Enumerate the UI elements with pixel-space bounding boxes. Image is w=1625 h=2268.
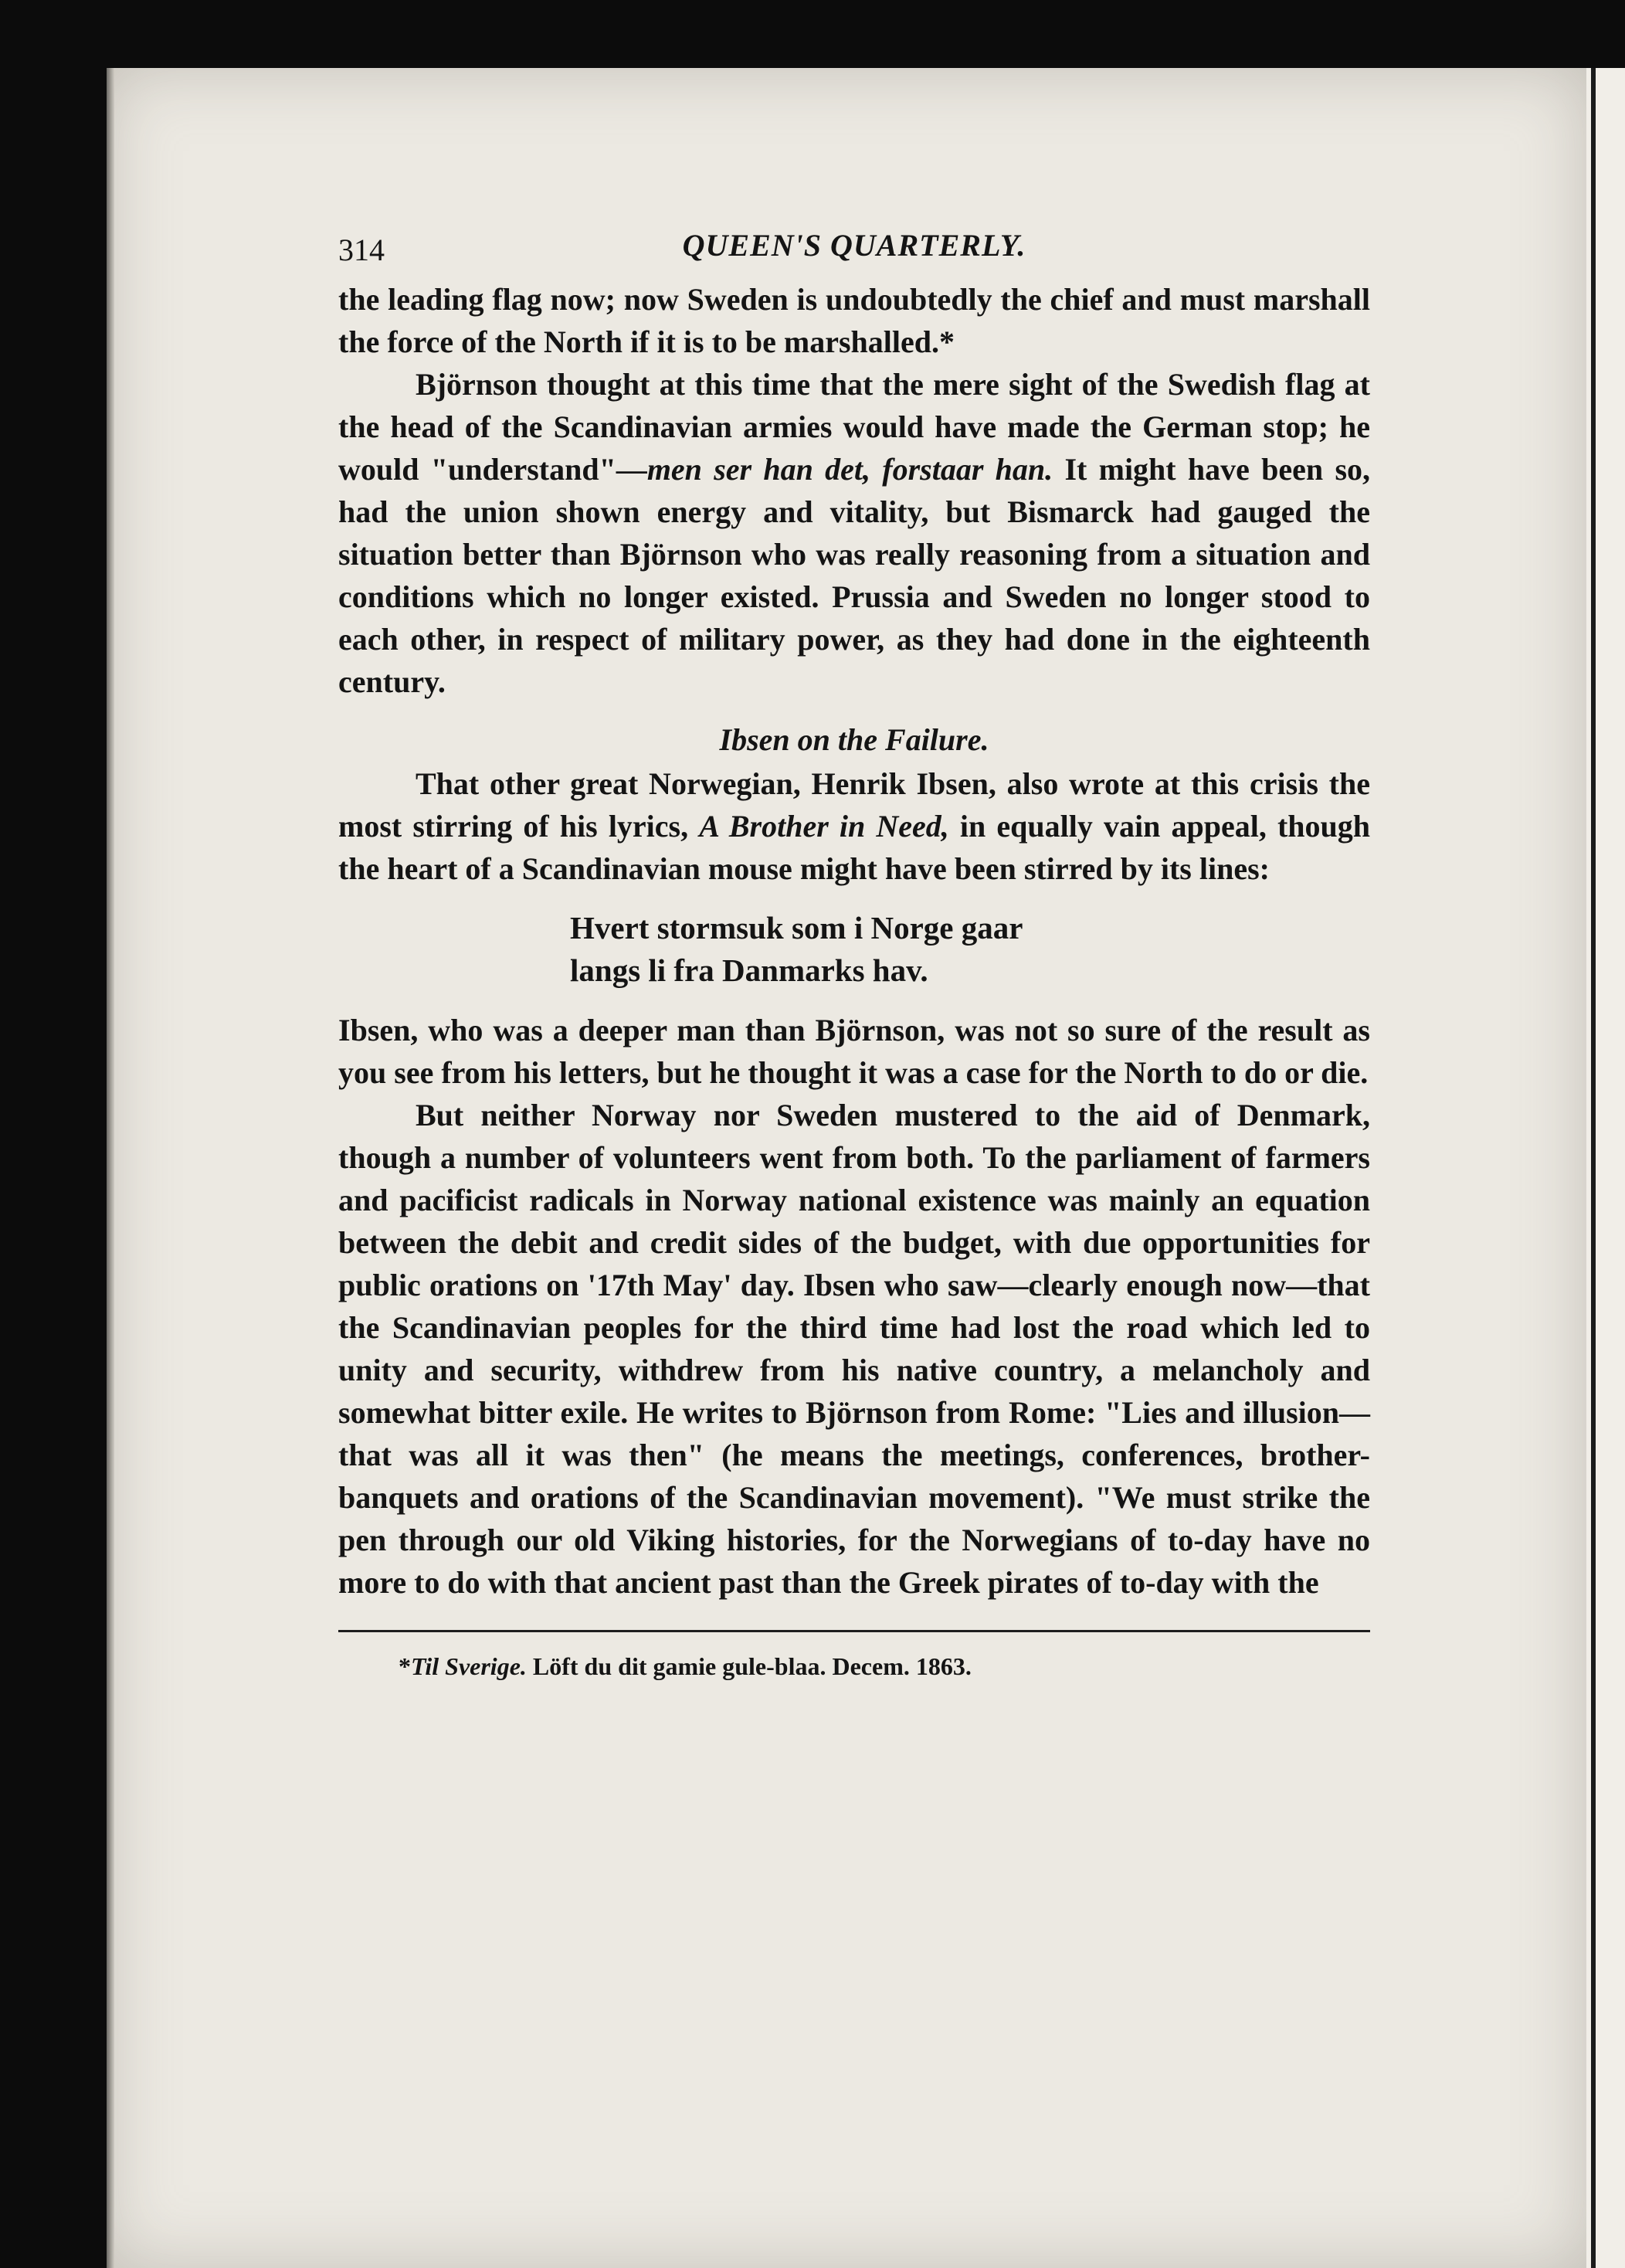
section-heading: Ibsen on the Failure.	[719, 722, 989, 757]
footnote-text: Löft du dit gamie gule-blaa. Decem. 1863.	[526, 1652, 972, 1680]
paragraph-1: the leading flag now; now Sweden is undoubtedly the chief and must marshall the force of the North if it is to be marshalled.*	[338, 282, 1370, 359]
paragraph-3-end: in equally vain appeal, though the heart of a Scandinavian mouse might have been stirred by its lines:	[338, 809, 1371, 886]
paragraph-3-start: That other great Norwegian, Henrik Ibsen, also wrote at this crisis the most stirring of his lyrics,	[338, 766, 1370, 844]
running-title: QUEEN'S QUARTERLY.	[682, 228, 1026, 263]
paragraph-5: But neither Norway nor Sweden mustered to the aid of Denmark, though a number of volunteers went from both. To the parliament of farmers and pacificist radicals in Norway national existence was mainly an equation between the debit and credit sides of the budget, with due opportunities for public orations on '17th May' day. Ibsen who saw—clearly enough now—that the Scandinavian peoples for the third time had lost the road which led to unity and security, withdrew from his native country, a melancholy and somewhat bitter exile. He writes to Björnson from Rome: "Lies and illusion—that was all it was then" (he means the meetings, conferences, brother-banquets and orations of the Scandinavian movement). "We must strike the pen through our old Viking histories, for the Norwegians of to-day have no more to do with that ancient past than the Greek pirates of to-day with the	[338, 1098, 1370, 1600]
footnote-rule	[338, 1630, 1370, 1632]
running-head	[338, 224, 1370, 278]
paragraph-4: Ibsen, who was a deeper man than Björnson, was not so sure of the result as you see from his letters, but he thought it was a case for the North to do or die.	[338, 1013, 1370, 1090]
footnote-marker: *	[399, 1652, 411, 1680]
verse-quote	[570, 907, 1370, 992]
verse-line-1: Hvert stormsuk som i Norge gaar	[570, 910, 1023, 946]
page-left-edge	[107, 68, 114, 2268]
footnote-title: Til Sverige.	[411, 1652, 527, 1680]
paragraph-2	[338, 363, 1370, 703]
paragraph-2-italic: men ser han det, forstaar han.	[646, 452, 1053, 487]
verse-line-2: langs li fra Danmarks hav.	[570, 952, 928, 988]
paragraph-2-start: Björnson thought at this time that the mere sight of the Swedish flag at the head of the Scandinavian armies would have made the German stop; he would "understand"—	[338, 367, 1370, 487]
page-text	[338, 224, 1370, 1682]
paragraph-3	[338, 762, 1370, 890]
paragraph-2-end: It might have been so, had the union shown energy and vitality, but Bismarck had gauged the situation better than Björnson who was really reasoning from a situation and conditions which no longer existed. Prussia and Sweden no longer stood to each other, in respect of military power, as they had done in the eighteenth century.	[338, 452, 1371, 699]
page-number: 314	[338, 233, 385, 267]
footnote	[338, 1651, 1370, 1682]
paragraph-3-italic: A Brother in Need,	[699, 809, 949, 844]
binding-edge-line	[1591, 68, 1596, 2268]
